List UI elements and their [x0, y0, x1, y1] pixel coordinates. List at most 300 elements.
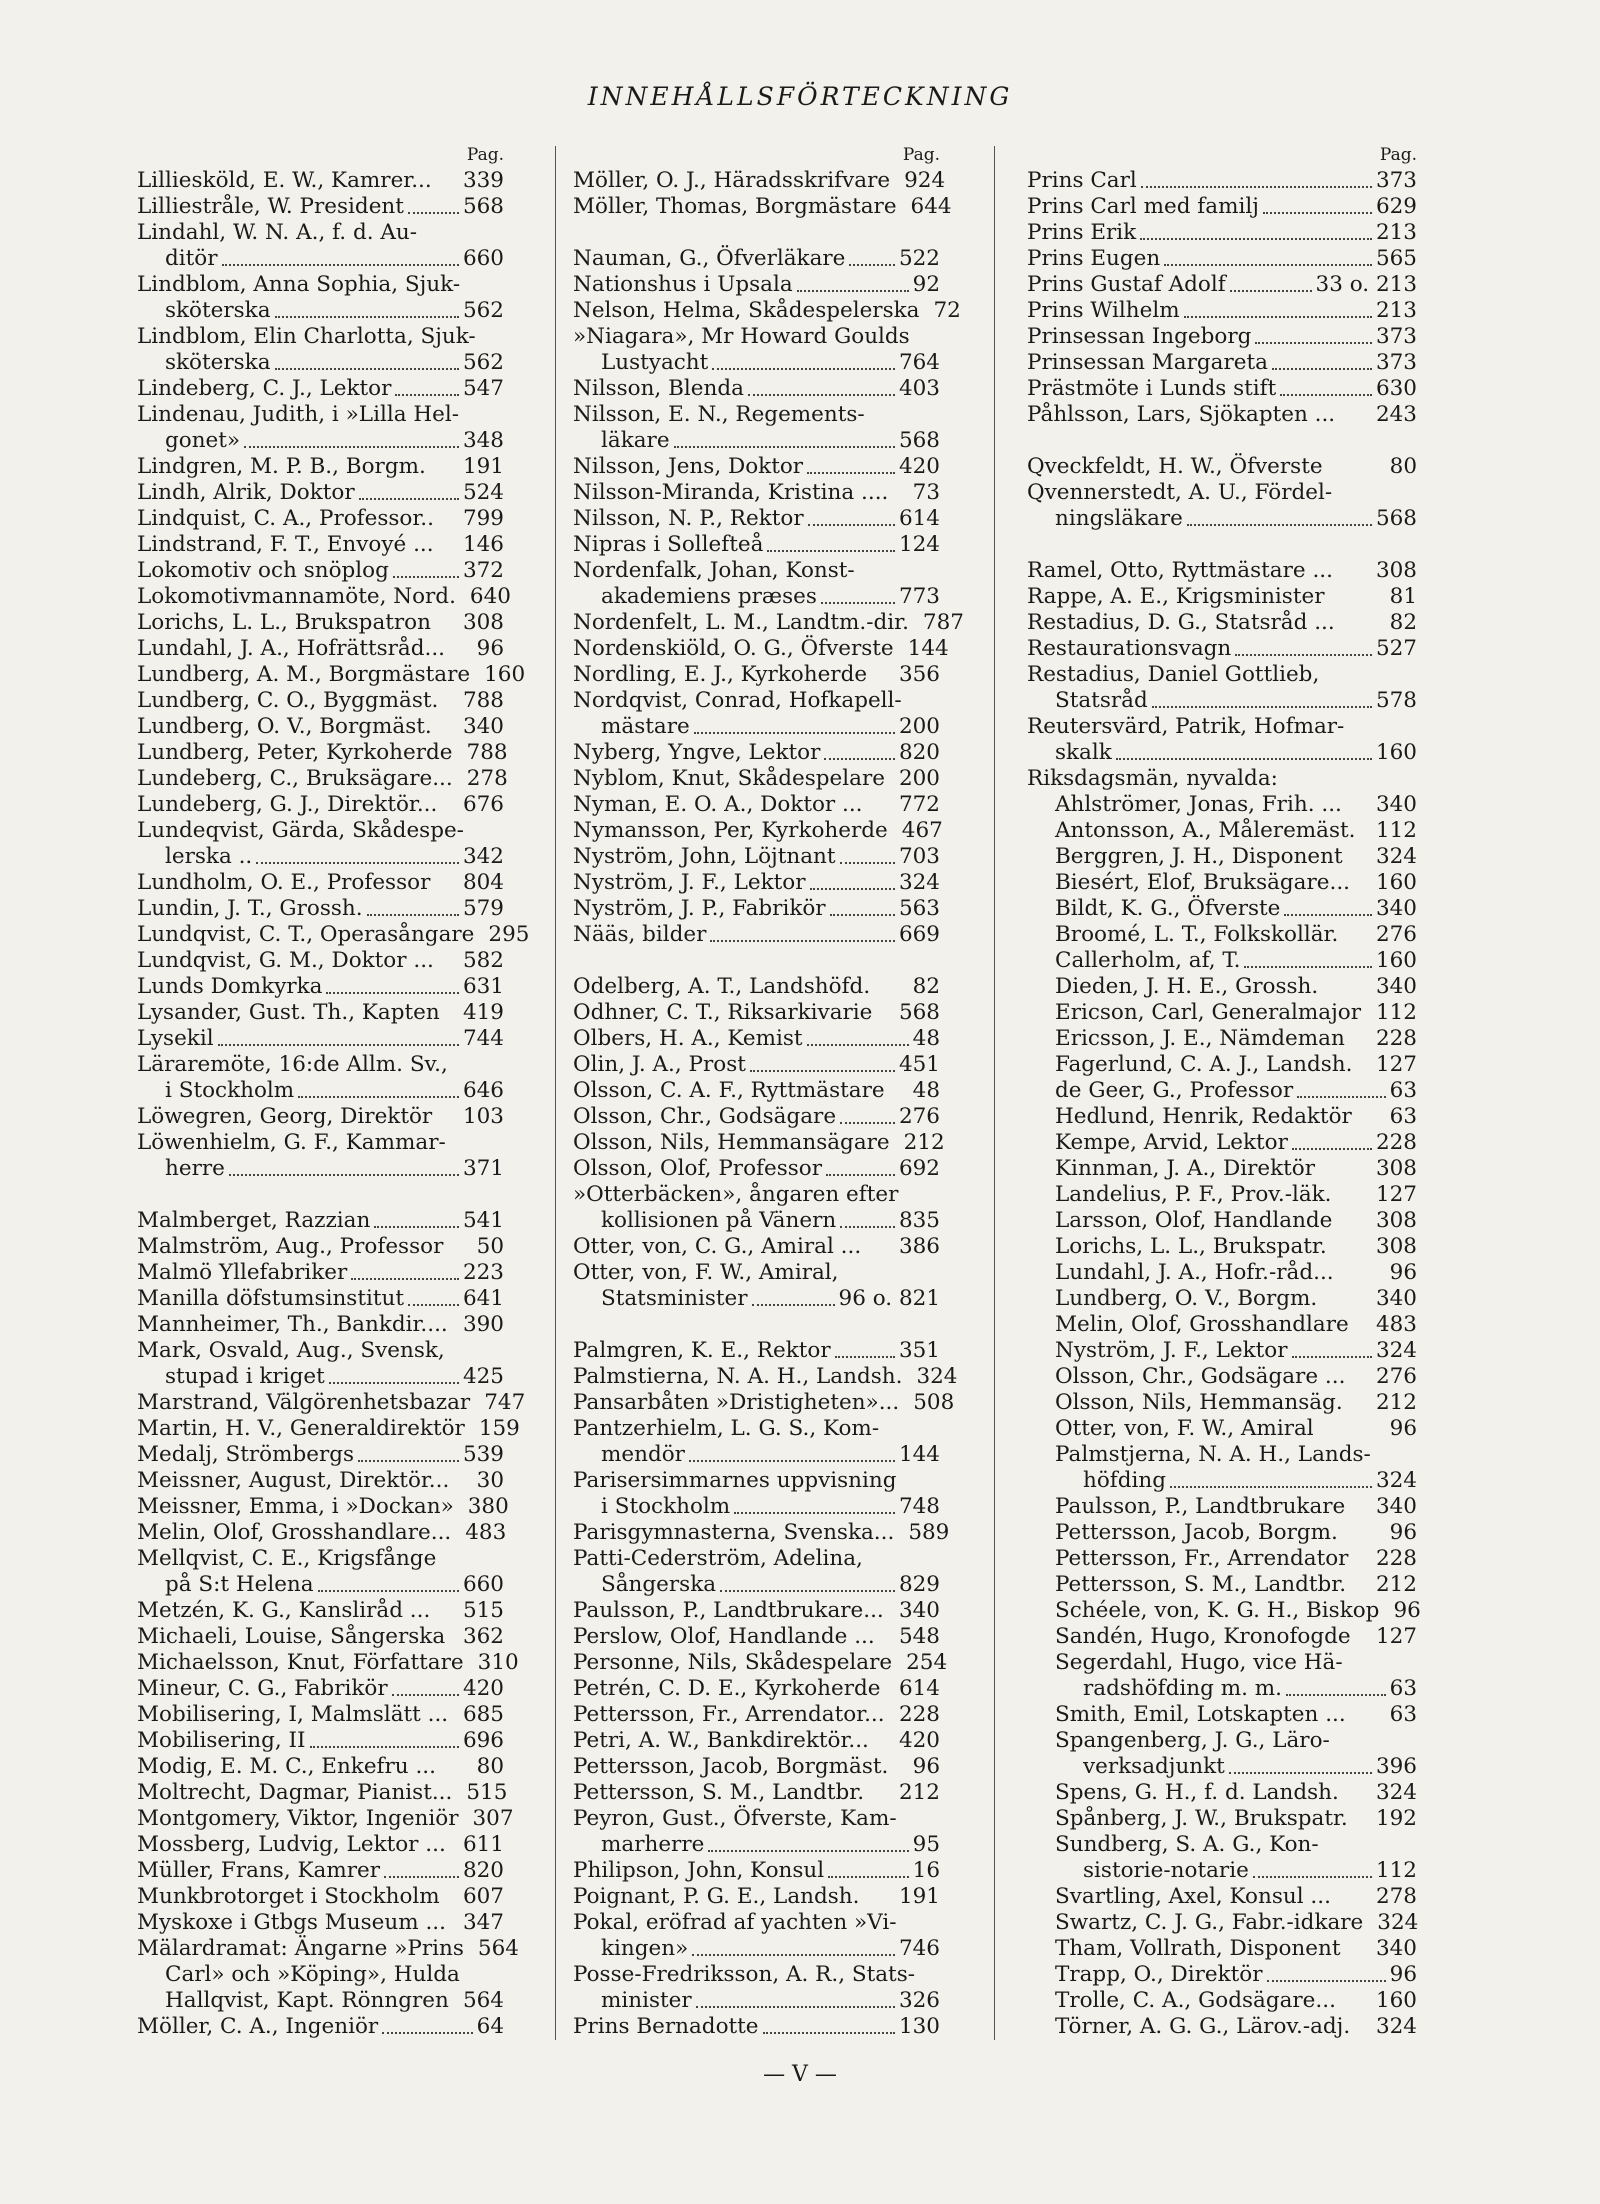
entry-text: Restadius, D. G., Statsråd ... [1027, 610, 1335, 635]
index-entry [137, 2014, 504, 2040]
dot-leader [440, 1767, 473, 1773]
index-entry [1027, 688, 1417, 714]
dot-leader [298, 1090, 459, 1098]
entry-text: Prins Bernadotte [573, 2014, 759, 2039]
page-number: — V — [763, 2062, 837, 2087]
index-entry [137, 1156, 504, 1182]
entry-text: de Geer, G., Professor [1055, 1078, 1294, 1103]
dot-leader [1337, 571, 1372, 577]
dot-leader [474, 1403, 480, 1409]
page-ref: 804 [462, 870, 504, 895]
entry-text: kollisionen på Vänern [601, 1208, 837, 1233]
index-entry [137, 1858, 504, 1884]
entry-text: Riksdagsmän, nyvalda: [1027, 766, 1278, 791]
page-ref: 63 [1389, 1104, 1417, 1129]
index-entry [137, 324, 504, 350]
index-entry [1027, 454, 1417, 480]
index-entry [1027, 298, 1417, 324]
dot-leader [1152, 700, 1372, 708]
entry-text: Lindblom, Anna Sophia, Sjuk- [137, 272, 461, 297]
page-ref: 568 [898, 1000, 940, 1025]
dot-leader [892, 493, 908, 499]
entry-text: Nordqvist, Conrad, Hofkapell- [573, 688, 902, 713]
entry-text: Nyström, John, Löjtnant [573, 844, 836, 869]
index-entry [573, 688, 940, 714]
dot-leader [359, 492, 459, 500]
index-entry [1027, 948, 1417, 974]
index-entry [137, 844, 504, 870]
index-entry [573, 1650, 948, 1676]
page-ref: 564 [477, 1936, 519, 1961]
dot-leader [326, 986, 458, 994]
entry-text: Poignant, P. G. E., Landsh. [573, 1884, 860, 1909]
page-ref: 96 [1389, 1416, 1417, 1441]
page-ref: 362 [462, 1624, 504, 1649]
dot-leader [1280, 388, 1372, 396]
dot-leader [1170, 1480, 1372, 1488]
index-entry [1027, 1260, 1417, 1286]
index-entry [1027, 402, 1417, 428]
entry-text: Nauman, G., Öfverläkare [573, 246, 846, 271]
dot-leader [1367, 1923, 1373, 1929]
entry-text: Lundberg, A. M., Borgmästare [137, 662, 471, 687]
index-entry [1027, 1156, 1417, 1182]
index-entry [1027, 1936, 1417, 1962]
dot-leader [456, 1793, 462, 1799]
dot-leader [435, 623, 459, 629]
entry-text: Petrén, C. D. E., Kyrkoherde [573, 1676, 881, 1701]
entry-text: Petri, A. W., Bankdirektör... [573, 1728, 869, 1753]
entry-text: Lundberg, Peter, Kyrkoherde [137, 740, 453, 765]
page-ref: 582 [462, 948, 504, 973]
dot-leader [1342, 1533, 1386, 1539]
entry-text: Spens, G. H., f. d. Landsh. [1055, 1780, 1339, 1805]
index-entry [1027, 1026, 1417, 1052]
page-ref: 340 [1375, 974, 1417, 999]
index-entry [1027, 974, 1417, 1000]
page-ref: 562 [462, 350, 504, 375]
entry-text: Pettersson, Fr., Arrendator [1055, 1546, 1349, 1571]
entry-text: Larsson, Olof, Handlande [1055, 1208, 1333, 1233]
page-ref: 160 [484, 662, 526, 687]
entry-text: höfding [1083, 1468, 1166, 1493]
entry-text: Otter, von, F. W., Amiral, [573, 1260, 839, 1285]
entry-text: lerska .. [165, 844, 253, 869]
index-entry [137, 1598, 504, 1624]
entry-text: Odelberg, A. T., Landshöfd. [573, 974, 871, 999]
index-entry [573, 636, 949, 662]
entry-text: Nilsson, E. N., Regements- [573, 402, 865, 427]
page-ref: 787 [922, 610, 964, 635]
index-entry [137, 558, 504, 584]
page-ref: 82 [1389, 610, 1417, 635]
index-entry [137, 1988, 504, 2014]
page-ref: 522 [898, 246, 940, 271]
page-ref: 96 [1389, 1520, 1417, 1545]
page-ref: 127 [1375, 1624, 1417, 1649]
page-ref: 646 [462, 1078, 504, 1103]
page-ref: 159 [478, 1416, 520, 1441]
dot-leader [906, 1377, 912, 1383]
index-entry [1027, 1520, 1417, 1546]
dot-leader [826, 1168, 895, 1176]
index-entry [573, 246, 940, 272]
page-ref: 307 [472, 1806, 514, 1831]
entry-text: Malmberget, Razzian [137, 1208, 371, 1233]
index-entry [1027, 1286, 1417, 1312]
entry-text: Prins Carl med familj [1027, 194, 1259, 219]
dot-leader [1349, 1507, 1372, 1513]
dot-leader [382, 2026, 472, 2034]
entry-text: kingen» [601, 1936, 689, 1961]
page-ref: 308 [462, 610, 504, 635]
index-entry [1027, 896, 1417, 922]
page-ref: 308 [1375, 1156, 1417, 1181]
index-entry [1027, 1052, 1417, 1078]
page-ref: 820 [462, 1858, 504, 1883]
index-entry [573, 1754, 940, 1780]
entry-text: Lysander, Gust. Th., Kapten [137, 1000, 440, 1025]
index-entry [1027, 740, 1417, 766]
dot-leader [901, 207, 907, 213]
index-entry [137, 298, 504, 324]
entry-text: Nilsson, Jens, Doktor [573, 454, 804, 479]
entry-text: sistorie-notarie [1083, 1858, 1249, 1883]
index-entry [573, 1728, 940, 1754]
page-ref: 243 [1375, 402, 1417, 427]
index-entry [137, 714, 504, 740]
page-ref: 508 [913, 1390, 955, 1415]
index-entry [137, 1962, 504, 1988]
index-entry [1027, 1858, 1417, 1884]
page-ref: 144 [898, 1442, 940, 1467]
entry-text: Biesért, Elof, Bruksägare... [1055, 870, 1351, 895]
entry-text: Parisgymnasterna, Svenska... [573, 1520, 895, 1545]
dot-leader [1267, 1974, 1386, 1982]
index-entry [137, 1078, 504, 1104]
page-ref: 228 [1375, 1026, 1417, 1051]
page-ref: 308 [1375, 1208, 1417, 1233]
dot-leader [438, 519, 459, 525]
index-entry [137, 428, 504, 454]
entry-text: sköterska [165, 350, 271, 375]
dot-leader [767, 544, 895, 552]
dot-leader [828, 1870, 908, 1878]
dot-leader [1164, 258, 1372, 266]
index-entry [573, 1130, 945, 1156]
page-ref: 340 [462, 714, 504, 739]
entry-text: Pansarbåten »Dristigheten»... [573, 1390, 900, 1415]
dot-leader [1347, 1403, 1372, 1409]
page-ref: 324 [916, 1364, 958, 1389]
entry-text: Palmstierna, N. A. H., Landsh. [573, 1364, 903, 1389]
dot-leader [1335, 1897, 1372, 1903]
entry-text: Lokomotivmannamöte, Nord. [137, 584, 456, 609]
dot-leader [1356, 1117, 1386, 1123]
page-ref: 146 [462, 532, 504, 557]
dot-leader [835, 1350, 895, 1358]
index-entry [1027, 1884, 1417, 1910]
page-title: INNEHÅLLSFÖRTECKNING [587, 82, 1013, 111]
entry-text: Mobilisering, I, Malmslätt ... [137, 1702, 449, 1727]
dot-leader [694, 726, 895, 734]
index-entry [573, 1780, 940, 1806]
page-ref: 629 [1375, 194, 1417, 219]
entry-text: Montgomery, Viktor, Ingeniör [137, 1806, 459, 1831]
index-entry [573, 1416, 940, 1442]
dot-leader [1383, 1611, 1389, 1617]
dot-leader [1349, 1039, 1372, 1045]
index-entry [137, 1312, 504, 1338]
index-entry [1027, 1364, 1417, 1390]
entry-text: Hallqvist, Kapt. Rönngren [165, 1988, 449, 2013]
dot-leader [1340, 2001, 1372, 2007]
page-ref: 660 [462, 246, 504, 271]
page-ref: 324 [1375, 2014, 1417, 2039]
index-entry [1027, 1962, 1417, 1988]
page-ref: 160 [1375, 1988, 1417, 2013]
index-entry [573, 480, 940, 506]
dot-leader [358, 1454, 459, 1462]
page-ref: 103 [462, 1104, 504, 1129]
index-entry [137, 1130, 504, 1156]
dot-leader [913, 623, 919, 629]
page-ref: 924 [904, 168, 946, 193]
page-ref: 614 [898, 506, 940, 531]
index-entry [573, 922, 940, 948]
section-gap [573, 220, 940, 246]
page-ref: 308 [1375, 558, 1417, 583]
index-entry [1027, 584, 1417, 610]
dot-leader [1140, 232, 1372, 240]
index-entry [137, 272, 504, 298]
page-ref: 541 [462, 1208, 504, 1233]
entry-text: Lundqvist, C. T., Operasångare [137, 922, 475, 947]
page-ref: 278 [466, 766, 508, 791]
page-ref: 676 [462, 792, 504, 817]
index-entry [1027, 1078, 1417, 1104]
index-entry [573, 324, 940, 350]
dot-leader [888, 1611, 895, 1617]
dot-leader [1356, 1065, 1371, 1071]
dot-leader [1235, 648, 1372, 656]
index-entry [1027, 1338, 1417, 1364]
dot-leader [453, 2001, 459, 2007]
dot-leader [436, 727, 459, 733]
entry-text: Marstrand, Välgörenhetsbazar [137, 1390, 471, 1415]
dot-leader [876, 1013, 895, 1019]
dot-leader [708, 1844, 908, 1852]
dot-leader [434, 883, 459, 889]
entry-text: Nipras i Sollefteå [573, 532, 764, 557]
page-ref: 340 [1375, 792, 1417, 817]
dot-leader [449, 649, 473, 655]
index-entry [573, 1234, 940, 1260]
entry-text: Munkbrotorget i Stockholm [137, 1884, 440, 1909]
entry-text: Pettersson, Jacob, Borgmäst. [573, 1754, 889, 1779]
dot-leader [393, 570, 459, 578]
dot-leader [752, 1298, 835, 1306]
page-ref: 228 [1375, 1546, 1417, 1571]
page-ref: 348 [462, 428, 504, 453]
entry-text: Olsson, Chr., Godsägare ... [1055, 1364, 1346, 1389]
entry-text: Sandén, Hugo, Kronofogde [1055, 1624, 1351, 1649]
page-ref: 547 [462, 376, 504, 401]
index-entry [137, 1832, 504, 1858]
entry-text: Olsson, Nils, Hemmansäg. [1055, 1390, 1343, 1415]
entry-text: Martin, H. V., Generaldirektör [137, 1416, 465, 1441]
index-column-1 [137, 142, 530, 2040]
page-ref: 80 [476, 1754, 504, 1779]
index-entry [573, 532, 940, 558]
dot-leader [244, 440, 459, 448]
index-entry [573, 1624, 940, 1650]
dot-leader [889, 1715, 895, 1721]
index-entry [137, 1780, 508, 1806]
entry-text: Otter, von, C. G., Amiral ... [573, 1234, 862, 1259]
dot-leader [1331, 1247, 1372, 1253]
page-ref: 483 [465, 1520, 507, 1545]
dot-leader [430, 467, 459, 473]
entry-text: minister [601, 1988, 692, 2013]
entry-text: Carl» och »Köping», Hulda [165, 1962, 460, 1987]
index-entry [1027, 636, 1417, 662]
entry-text: Lilliesköld, E. W., Kamrer... [137, 168, 432, 193]
page-ref: 524 [462, 480, 504, 505]
page-ref: 644 [910, 194, 952, 219]
entry-text: Medalj, Strömbergs [137, 1442, 355, 1467]
index-entry [137, 1442, 504, 1468]
entry-text: Lundahl, J. A., Hofr.-råd... [1055, 1260, 1334, 1285]
page-ref: 276 [1375, 922, 1417, 947]
entry-text: Möller, C. A., Ingeniör [137, 2014, 379, 2039]
index-entry [573, 194, 952, 220]
entry-text: Meissner, August, Direktör... [137, 1468, 450, 1493]
page-ref: 631 [462, 974, 504, 999]
dot-leader [468, 1949, 474, 1955]
entry-text: Nymansson, Per, Kyrkoherde [573, 818, 888, 843]
entry-text: Lorichs, L. L., Brukspatron [137, 610, 431, 635]
dot-leader [275, 310, 459, 318]
index-entry [137, 1364, 504, 1390]
index-entry [573, 1104, 940, 1130]
index-entry [573, 1936, 940, 1962]
page-ref: 564 [462, 1988, 504, 2013]
page-ref: 380 [467, 1494, 509, 1519]
dot-leader [310, 1740, 459, 1748]
dot-leader [469, 1429, 475, 1435]
index-entry [573, 350, 940, 376]
page-ref: 483 [1375, 1312, 1417, 1337]
dot-leader [807, 466, 895, 474]
index-entry [1027, 1130, 1417, 1156]
entry-text: Trapp, O., Direktör [1055, 1962, 1263, 1987]
index-entry [1027, 1416, 1417, 1442]
dot-leader [874, 987, 908, 993]
index-entry [137, 402, 504, 428]
page-ref: 372 [462, 558, 504, 583]
dot-leader [275, 362, 459, 370]
index-entry [1027, 1208, 1417, 1234]
index-entry [137, 1546, 504, 1572]
page-ref: 640 [469, 584, 511, 609]
dot-leader [463, 1819, 469, 1825]
index-entry [573, 272, 940, 298]
page-ref: 112 [1375, 1000, 1417, 1025]
index-entry [573, 1832, 940, 1858]
entry-text: Lindenau, Judith, i »Lilla Hel- [137, 402, 459, 427]
entry-text: Sundberg, S. A. G., Kon- [1055, 1832, 1319, 1857]
entry-text: Tham, Vollrath, Disponent [1055, 1936, 1341, 1961]
page-ref: 515 [466, 1780, 508, 1805]
entry-text: Moltrecht, Dagmar, Pianist... [137, 1780, 453, 1805]
page-ref: 339 [462, 168, 504, 193]
entry-text: Prästmöte i Lunds stift [1027, 376, 1277, 401]
dot-leader [821, 596, 895, 604]
page-ref: 788 [462, 688, 504, 713]
index-entry [137, 1338, 504, 1364]
entry-text: Otter, von, F. W., Amiral [1055, 1416, 1314, 1441]
entry-text: Reutersvärd, Patrik, Hofmar- [1027, 714, 1345, 739]
index-entry [573, 376, 940, 402]
entry-text: Löwenhielm, G. F., Kammar- [137, 1130, 446, 1155]
entry-text: Nordenfalk, Johan, Konst- [573, 558, 855, 583]
entry-text: Nyström, J. F., Lektor [573, 870, 806, 895]
dot-leader [889, 1091, 909, 1097]
page-ref: 563 [898, 896, 940, 921]
index-entry [1027, 1624, 1417, 1650]
dot-leader [452, 1715, 459, 1721]
dot-leader [810, 882, 895, 890]
entry-text: radshöfding m. m. [1083, 1676, 1283, 1701]
page-ref: 73 [912, 480, 940, 505]
dot-leader [442, 701, 459, 707]
entry-text: Lundeberg, G. J., Direktör... [137, 792, 438, 817]
dot-leader [797, 284, 909, 292]
entry-text: Pettersson, S. M., Landtbr. [1055, 1572, 1347, 1597]
dot-leader [1336, 1221, 1372, 1227]
entry-text: Löwegren, Georg, Direktör [137, 1104, 433, 1129]
entry-text: Påhlsson, Lars, Sjökapten ... [1027, 402, 1336, 427]
index-entry [1027, 1754, 1417, 1780]
dot-leader [1253, 1870, 1372, 1878]
entry-text: Landelius, P. F., Prov.-läk. [1055, 1182, 1332, 1207]
entry-text: akademiens præses [601, 584, 817, 609]
dot-leader [436, 1117, 459, 1123]
dot-leader [720, 1584, 895, 1592]
page-ref: 614 [898, 1676, 940, 1701]
dot-leader [863, 1897, 894, 1903]
dot-leader [696, 2000, 895, 2008]
entry-text: Prins Carl [1027, 168, 1137, 193]
page-ref: 548 [898, 1624, 940, 1649]
index-entry [137, 1468, 504, 1494]
dot-leader [1344, 1949, 1371, 1955]
index-entry [137, 818, 504, 844]
dot-leader [734, 1506, 895, 1514]
page-ref: 92 [912, 272, 940, 297]
page-ref: 527 [1375, 636, 1417, 661]
index-entry [1027, 1988, 1417, 2014]
entry-text: sköterska [165, 298, 271, 323]
page-ref: 347 [462, 1910, 504, 1935]
dot-leader [392, 1688, 459, 1696]
entry-text: i Stockholm [601, 1494, 731, 1519]
page-ref: 212 [903, 1130, 945, 1155]
index-entry [137, 1026, 504, 1052]
dot-leader [1321, 1299, 1372, 1305]
entry-text: Metzén, K. G., Kansliråd ... [137, 1598, 431, 1623]
